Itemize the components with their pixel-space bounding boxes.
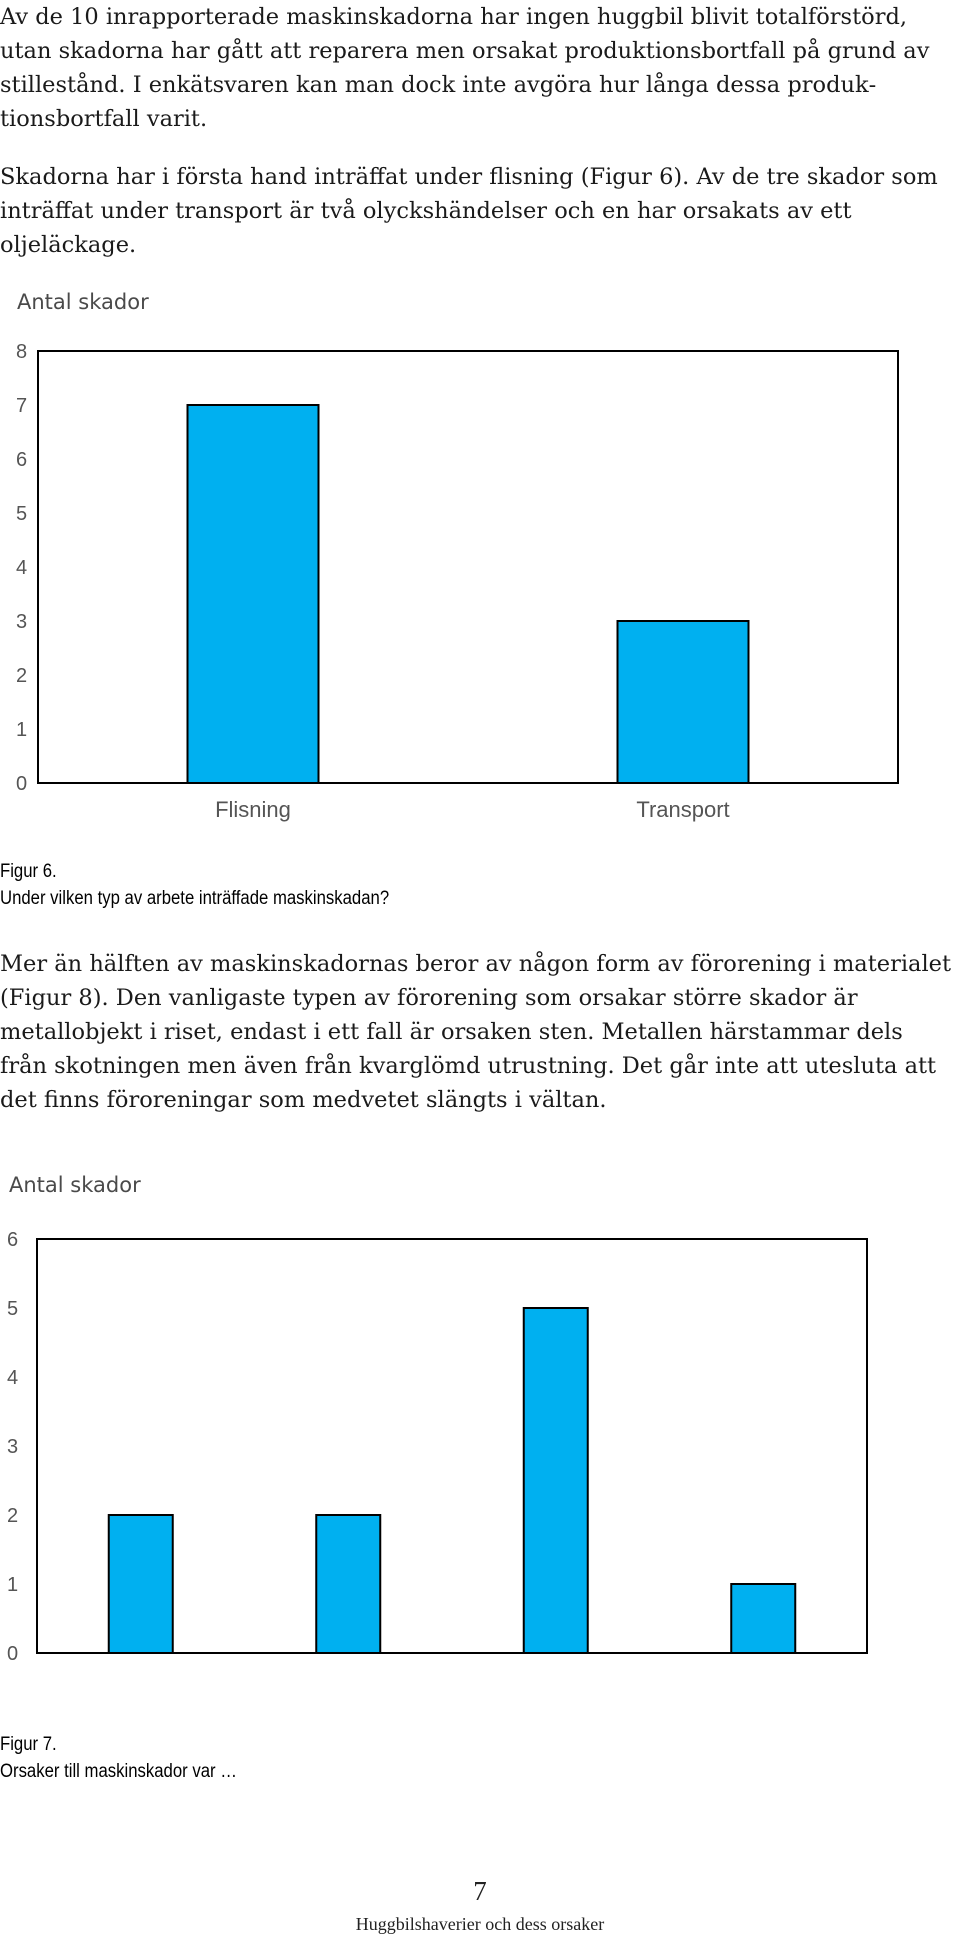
y-tick-label: 5 [7, 1298, 19, 1320]
figure-6-text: Under vilken typ av arbete inträffade maskinskadan? [0, 888, 390, 909]
bar [618, 621, 749, 783]
y-tick-label: 2 [7, 1505, 19, 1527]
y-tick-label: 4 [16, 557, 28, 579]
bar [109, 1515, 173, 1653]
bar [316, 1515, 380, 1653]
figure-6-caption [0, 858, 389, 912]
y-tick-label: 7 [16, 395, 28, 417]
y-tick-label: 1 [16, 719, 28, 741]
y-axis-title: Antal skador [17, 290, 149, 314]
y-axis-title: Antal skador [9, 1173, 141, 1197]
category-label: Transport [636, 797, 730, 822]
footer-title: Huggbilshaverier och dess orsaker [355, 1914, 605, 1934]
bar [188, 405, 319, 783]
paragraph-fororening: Mer än hälften av maskinskadornas beror av någon form av förorening i materialet (Figur 8). Den vanligaste typen av förorening som orsakar större skador är metallobjekt i riset, endast i ett fall är orsaken sten. Metallen härstammar dels från skotningen men även från kvarglömd utrustning. Det går inte att utesluta att det finns föroreningar som medvetet slängts i vältan. [0, 951, 951, 1113]
y-tick-label: 3 [7, 1436, 19, 1458]
y-tick-label: 8 [16, 341, 28, 363]
y-tick-label: 0 [16, 773, 28, 795]
bar-chart-arbetstyp [0, 283, 960, 828]
y-tick-label: 4 [7, 1367, 19, 1389]
paragraph-intro: Av de 10 inrapporterade maskinskadorna har ingen huggbil blivit totalförstörd, utan skadorna har gått att reparera men orsakat produktionsbortfall på grund av stillestånd. I enkätsvaren kan man dock inte avgöra hur långa dessa produktionsbortfall varit. [0, 4, 930, 132]
bar-chart-orsaker [0, 1165, 960, 1685]
y-tick-label: 0 [7, 1643, 19, 1665]
bar [731, 1584, 795, 1653]
paragraph-flisning-text: Skadorna har i första hand inträffat under flisning (Figur 6). Av de tre skador som inträffat under transport är två olyckshändelser och en har orsakats av ett oljeläckage. [0, 164, 938, 258]
bar [524, 1308, 588, 1653]
page-number: 7 [473, 1876, 487, 1906]
figure-7-label: Figur 7. [0, 1734, 57, 1755]
y-tick-label: 6 [16, 449, 28, 471]
y-tick-label: 1 [7, 1574, 19, 1596]
y-tick-label: 6 [7, 1229, 19, 1251]
y-tick-label: 5 [16, 503, 28, 525]
figure-7-caption [0, 1731, 237, 1785]
plot-area-frame [38, 351, 898, 783]
figure-7-text: Orsaker till maskinskador var … [0, 1761, 237, 1782]
y-tick-label: 3 [16, 611, 28, 633]
y-tick-label: 2 [16, 665, 28, 687]
figure-6-label: Figur 6. [0, 861, 57, 882]
category-label: Flisning [215, 797, 291, 822]
paragraph-flisning [0, 160, 955, 262]
